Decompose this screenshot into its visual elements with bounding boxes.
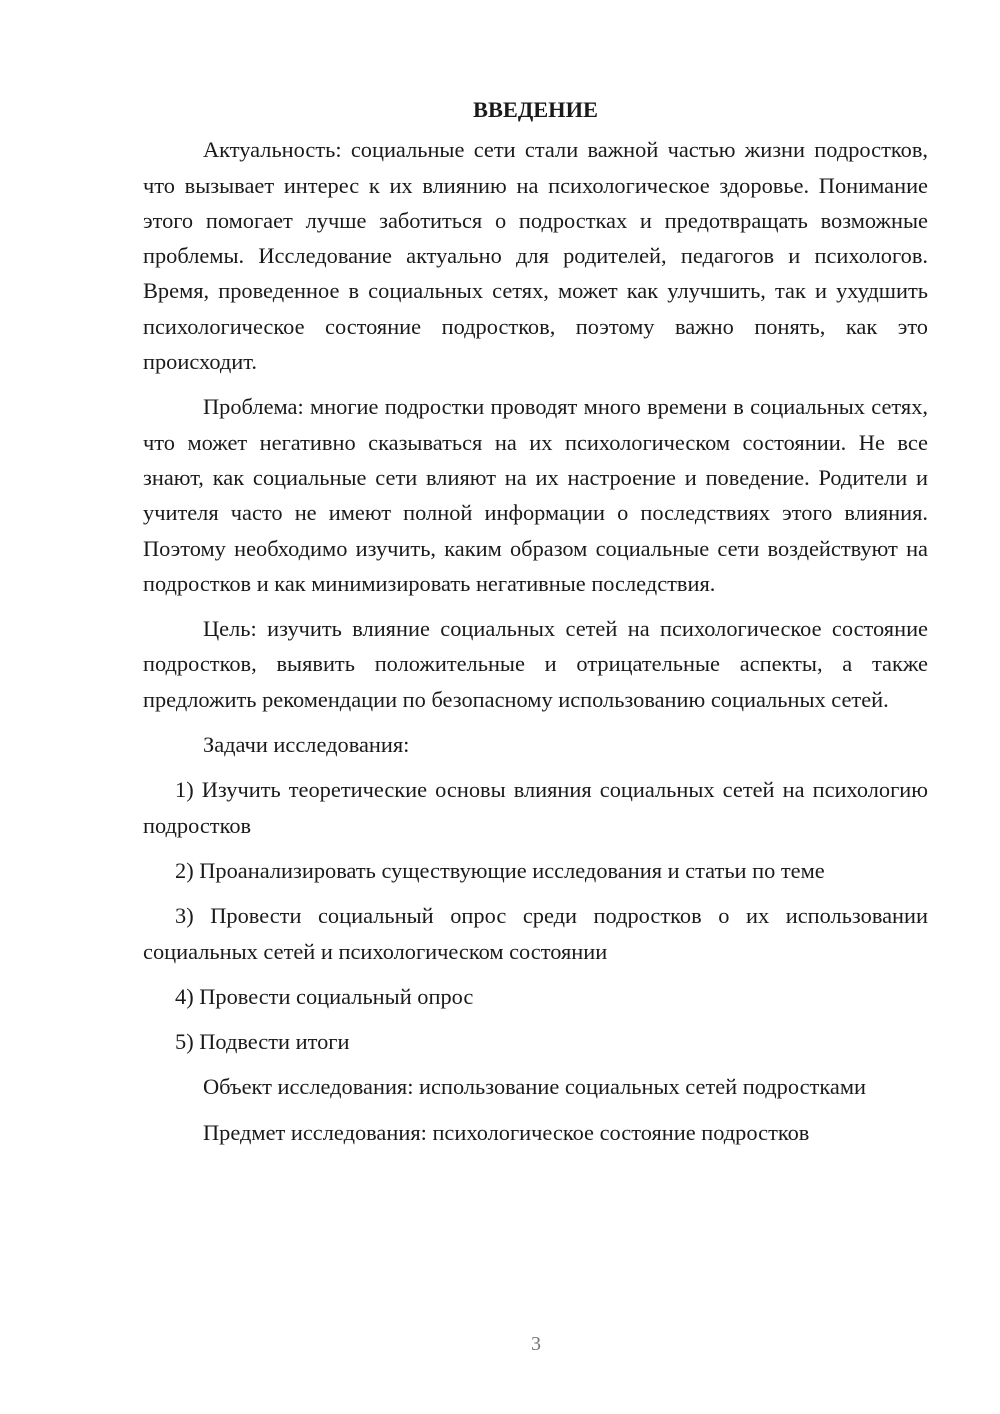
task-item-4: 4) Провести социальный опрос: [175, 983, 474, 1009]
task-item-3: 3) Провести социальный опрос среди подростков о их использовании социальных сетей и психологическом состоянии: [143, 903, 928, 964]
task-item-5: 5) Подвести итоги: [175, 1029, 350, 1055]
goal-paragraph: Цель: изучить влияние социальных сетей на психологическое состояние подростков, выявить положительные и отрицательные аспекты, а также предложить рекомендации по безопасному использованию социальных сетей.: [143, 616, 928, 712]
page-number: 3: [531, 1333, 541, 1355]
tasks-title: Задачи исследования:: [203, 732, 410, 758]
section-heading: ВВЕДЕНИЕ: [473, 97, 598, 122]
problem-paragraph: Проблема: многие подростки проводят много времени в социальных сетях, что может негативно сказываться на их психологическом состоянии. Не все знают, как социальные сети влияют на их настроение и поведение. Родители и учителя часто не имеют полной информации о последствиях этого влияния. Поэтому необходимо изучить, каким образом социальные сети воздействуют на подростков и как минимизировать негативные последствия.: [143, 394, 928, 596]
page-content: [143, 92, 928, 1160]
task-item-1: 1) Изучить теоретические основы влияния социальных сетей на психологию подростков: [143, 777, 928, 838]
task-item-2: 2) Проанализировать существующие исследования и статьи по теме: [175, 857, 825, 883]
object-paragraph: Объект исследования: использование социальных сетей подростками: [203, 1074, 866, 1100]
relevance-paragraph: Актуальность: социальные сети стали важной частью жизни подростков, что вызывает интерес к их влиянию на психологическое здоровье. Понимание этого помогает лучше заботиться о подростках и предотвращать возможные проблемы. Исследование актуально для родителей, педагогов и психологов. Время, проведенное в социальных сетях, может как улучшить, так и ухудшить психологическое состояние подростков, поэтому важно понять, как это происходит.: [143, 137, 928, 375]
subject-paragraph: Предмет исследования: психологическое состояние подростков: [203, 1119, 810, 1145]
